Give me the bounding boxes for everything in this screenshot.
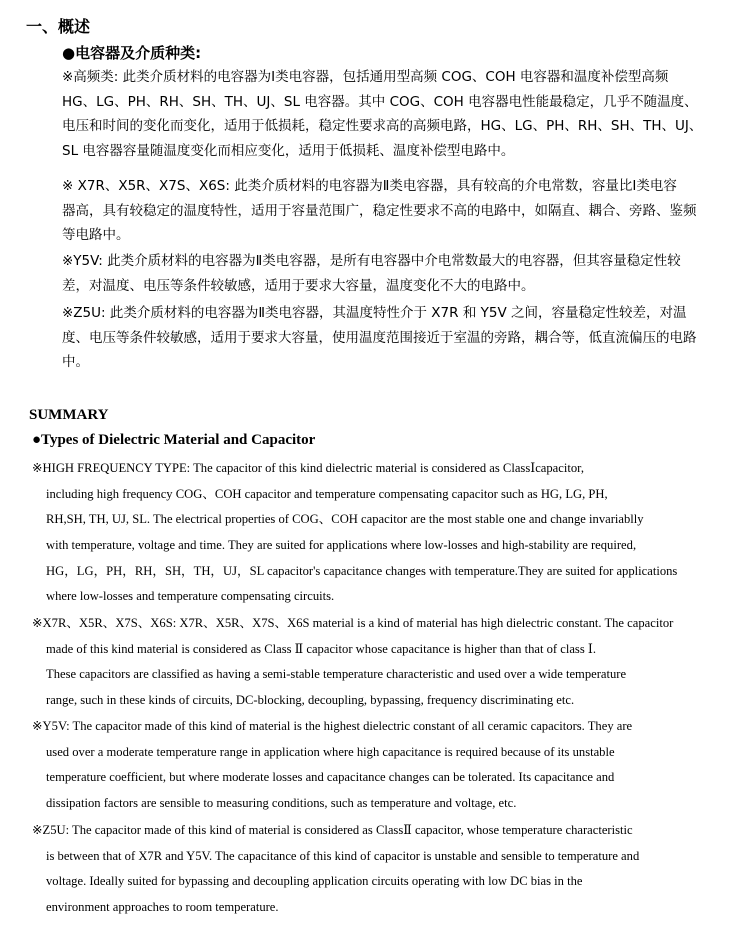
- text-line: ※ X7R、X5R、X7S、X6S: 此类介质材料的电容器为Ⅱ类电容器，具有较高的介电常数，容量比Ⅰ类电容: [62, 178, 677, 194]
- text-line: SL 电容器容量随温度变化而相应变化，适用于低损耗、温度补偿型电路中。: [62, 142, 515, 159]
- text-line: HG，LG，PH，RH，SH，TH，UJ，SL capacitor's capacitance changes with temperature.They are suited for applications: [46, 563, 678, 578]
- text-line: voltage. Ideally suited for bypassing and decoupling application circuits operating with low DC bias in the: [46, 874, 583, 889]
- en-paragraph-x7r: [32, 611, 726, 714]
- cn-paragraph-high-frequency: [62, 65, 726, 163]
- text-line: where low-losses and temperature compensating circuits.: [46, 589, 335, 604]
- text-line: ※X7R、X5R、X7S、X6S: X7R、X5R、X7S、X6S material is a kind of material has high dielectric constant. The capacitor: [32, 616, 674, 630]
- text-line: range, such in these kinds of circuits, DC-blocking, decoupling, bypassing, frequency discriminating etc.: [46, 693, 575, 708]
- en-paragraph-z5u: [32, 818, 726, 921]
- text-line: dissipation factors are sensible to measuring conditions, such as temperature and voltage, etc.: [46, 796, 517, 811]
- text-line: temperature coefficient, but where moderate losses and capacitance changes can be tolerated. Its capacitance and: [46, 770, 615, 785]
- text-line: 差，对温度、电压等条件较敏感，适用于要求大容量，温度变化不大的电路中。: [62, 277, 535, 294]
- text-line: including high frequency COG、COH capacitor and temperature compensating capacitor such as HG, LG, PH,: [46, 486, 608, 501]
- text-line: HG、LG、PH、RH、SH、TH、UJ、SL 电容器。其中 COG、COH 电容器电性能最稳定，几乎不随温度、: [62, 93, 698, 110]
- text-line: ※Z5U: The capacitor made of this kind of material is considered as ClassⅡ capacitor, whose temperature characteristic: [32, 823, 633, 837]
- en-paragraph-y5v: [32, 714, 726, 817]
- en-subheading: ●Types of Dielectric Material and Capacitor: [32, 432, 316, 448]
- cn-paragraph-x7r: [62, 174, 726, 248]
- text-line: is between that of X7R and Y5V. The capacitance of this kind of capacitor is unstable and sensible to temperature and: [46, 848, 640, 863]
- cn-paragraph-z5u: [62, 301, 726, 375]
- text-line: ※Y5V: The capacitor made of this kind of material is the highest dielectric constant of all ceramic capacitors. They are: [32, 719, 633, 733]
- text-line: 度、电压等条件较敏感，适用于要求大容量，使用温度范围接近于室温的旁路，耦合等，低直流偏压的电路: [62, 329, 697, 346]
- text-line: ※HIGH FREQUENCY TYPE: The capacitor of this kind dielectric material is considered as ClassⅠcapacitor,: [32, 461, 584, 475]
- text-line: ※Y5V: 此类介质材料的电容器为Ⅱ类电容器，是所有电容器中介电常数最大的电容器，但其容量稳定性较: [62, 253, 681, 269]
- en-section-heading: SUMMARY: [29, 407, 109, 423]
- text-line: ※Z5U: 此类介质材料的电容器为Ⅱ类电容器，其温度特性介于 X7R 和 Y5V 之间，容量稳定性较差，对温: [62, 305, 687, 321]
- text-line: made of this kind material is considered as Class Ⅱ capacitor whose capacitance is higher than that of class Ⅰ.: [46, 641, 596, 656]
- cn-section-heading: 一、概述: [26, 17, 91, 36]
- text-line: ※高频类: 此类介质材料的电容器为Ⅰ类电容器，包括通用型高频 COG、COH 电容器和温度补偿型高频: [62, 69, 669, 85]
- en-paragraph-high-frequency: [32, 456, 726, 610]
- text-line: These capacitors are classified as having a semi-stable temperature characteristic and used over a wide temperature: [46, 667, 627, 682]
- text-line: RH,SH, TH, UJ, SL. The electrical properties of COG、COH capacitor are the most stable one and change invariablly: [46, 512, 644, 527]
- text-line: 器高，具有较稳定的温度特性，适用于容量范围广，稳定性要求不高的电路中，如隔直、耦合、旁路、鉴频: [62, 202, 697, 219]
- text-line: 中。: [62, 354, 89, 370]
- text-line: used over a moderate temperature range in application where high capacitance is required because of its unstable: [46, 744, 615, 759]
- cn-paragraph-y5v: [62, 249, 726, 298]
- text-line: 电压和时间的变化而变化，适用于低损耗，稳定性要求高的高频电路，HG、LG、PH、RH、SH、TH、UJ、: [62, 118, 703, 134]
- text-line: 等电路中。: [62, 227, 130, 243]
- text-line: environment approaches to room temperature.: [46, 900, 279, 915]
- text-line: with temperature, voltage and time. They are suited for applications where low-losses and high-stability are required,: [46, 538, 637, 553]
- cn-subheading: ●电容器及介质种类:: [62, 44, 202, 62]
